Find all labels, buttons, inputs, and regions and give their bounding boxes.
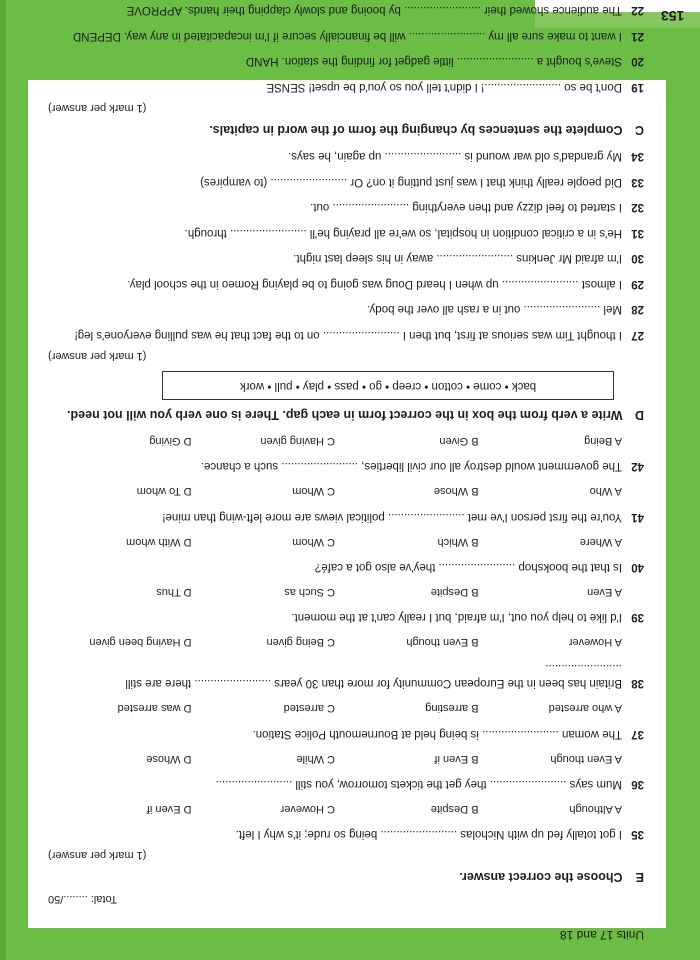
answer-options	[48, 433, 622, 448]
question-number: 28	[631, 303, 644, 316]
section-marks: (1 mark per answer)	[48, 849, 147, 862]
section-d-questions	[48, 148, 644, 342]
answer-option[interactable]: B arresting	[425, 702, 479, 715]
question-row	[48, 250, 644, 266]
section-title: Complete the sentences by changing the form of the word in capitals.	[209, 122, 623, 137]
question-text: You're the first person I've met ........................ political views are more left-wing than mine!	[162, 510, 622, 523]
answer-option[interactable]: A Being	[584, 434, 622, 447]
answer-options	[48, 534, 622, 549]
question-number: 21	[631, 29, 644, 42]
answer-options	[48, 483, 622, 498]
question-number: 41	[631, 510, 644, 523]
section-letter: D	[634, 408, 644, 423]
question-row	[48, 27, 644, 43]
section-e-heading	[48, 868, 644, 885]
answer-option[interactable]: C Being given	[266, 636, 335, 649]
question-text: Is that the bookshop ........................ they've also got a café?	[314, 561, 622, 574]
answer-option[interactable]: A Even	[587, 585, 622, 598]
question-text: The audience showed their ........................ by booing and slowly clapping their hands. APPROVE	[126, 4, 622, 17]
section-marks: (1 mark per answer)	[48, 349, 147, 362]
word-box: back • come • cotton • creep • go • pass • play • pull • work	[162, 371, 614, 401]
rotated-content-wrapper	[28, 4, 666, 928]
question-row	[48, 275, 644, 291]
question-number: 35	[631, 828, 644, 841]
question-row	[48, 199, 644, 215]
question-number: 36	[631, 778, 644, 791]
answer-options	[48, 584, 622, 599]
question-number: 29	[631, 277, 644, 290]
answer-option[interactable]: A Even though	[550, 752, 622, 765]
question-text: Mel ........................ out in a rash all over the body.	[367, 303, 622, 316]
answer-option[interactable]: A Although	[569, 802, 622, 815]
answer-option[interactable]: D Even if	[146, 802, 192, 815]
section-e-questions	[48, 433, 644, 841]
question-text: I started to feel dizzy and then everything ........................ out.	[310, 201, 622, 214]
question-row	[48, 78, 644, 94]
answer-option[interactable]: C arrested	[283, 702, 335, 715]
answer-option[interactable]: B Even if	[434, 752, 479, 765]
question-row	[48, 301, 644, 317]
section-title: Choose the correct answer.	[459, 870, 623, 885]
question-text: Britain has been in the European Community for more than 30 years ........................ there are still ........................	[125, 661, 622, 690]
question-text: I'd like to help you out, I'm afraid, but I really can't at the moment.	[291, 611, 622, 624]
answer-options	[48, 634, 622, 649]
question-number: 42	[631, 460, 644, 473]
question-text: Mum says ........................ they get the tickets tomorrow, you still ........................	[215, 778, 622, 791]
question-number: 20	[631, 55, 644, 68]
left-green-edge	[0, 0, 6, 960]
question-text: Don't be so ........................! I didn't tell you so you'd be upset! SENSE	[266, 80, 622, 93]
answer-option[interactable]: C Whom	[292, 535, 335, 548]
answer-option[interactable]: D was arrested	[117, 702, 192, 715]
answer-option[interactable]: B Whose	[433, 485, 479, 498]
question-row	[48, 458, 644, 474]
question-row	[48, 826, 644, 842]
question-row	[48, 173, 644, 189]
question-text: I want to make sure all my ........................ will be financially secure if I'm incapacitated in any way. DEPEND	[72, 29, 622, 42]
section-d-heading	[48, 406, 644, 423]
question-text: The government would destroy all our civil liberties, ........................ such a chance.	[200, 460, 622, 473]
answer-option[interactable]: D Giving	[149, 434, 192, 447]
answer-option[interactable]: D Whose	[146, 752, 192, 765]
question-row	[48, 148, 644, 164]
footer-units: Units 17 and 18	[560, 928, 645, 942]
question-row	[48, 776, 644, 792]
section-c-questions	[48, 0, 644, 94]
answer-options	[48, 801, 622, 816]
answer-options	[48, 751, 622, 766]
answer-option[interactable]: B Despite	[430, 802, 479, 815]
question-text: Steve's bought a ........................ little gadget for finding the station. HAND	[245, 55, 622, 68]
answer-option[interactable]: D With whom	[126, 535, 192, 548]
question-row	[48, 559, 644, 575]
answer-options	[48, 700, 622, 715]
question-row	[48, 53, 644, 69]
question-text: Did people really think that I was just putting it on? Or ........................ (to vampires)	[200, 175, 622, 188]
section-letter: E	[635, 870, 644, 885]
question-number: 19	[631, 80, 644, 93]
question-row	[48, 508, 644, 524]
answer-option[interactable]: C However	[280, 802, 335, 815]
answer-option[interactable]: D To whom	[136, 485, 192, 498]
section-letter: C	[634, 122, 644, 137]
section-c-heading	[48, 121, 644, 138]
question-row	[48, 326, 644, 342]
question-number: 37	[631, 727, 644, 740]
question-text: I'm afraid Mr Jenkins ........................ away in his sleep last night.	[293, 252, 622, 265]
question-text: I got totally fed up with Nicholas ........................ being so rude; it's why I left.	[235, 828, 622, 841]
answer-option[interactable]: D Having been given	[89, 636, 192, 649]
question-row	[48, 725, 644, 741]
section-title: Write a verb from the box in the correct form in each gap. There is one verb you will not need.	[67, 408, 623, 423]
question-number: 38	[631, 677, 644, 690]
question-number: 39	[631, 611, 644, 624]
question-number: 27	[631, 328, 644, 341]
answer-option[interactable]: B Despite	[430, 585, 479, 598]
question-number: 31	[631, 226, 644, 239]
worksheet-page	[28, 4, 666, 928]
page-number: 153	[660, 8, 684, 24]
question-number: 32	[631, 201, 644, 214]
answer-option[interactable]: C Such as	[284, 585, 335, 598]
total-score: Total: ......../50	[48, 893, 118, 905]
answer-option[interactable]: B Which	[437, 535, 479, 548]
answer-option[interactable]: C Whom	[292, 485, 335, 498]
question-number: 22	[631, 4, 644, 17]
answer-option[interactable]: D Thus	[156, 585, 192, 598]
answer-option[interactable]: C While	[296, 752, 335, 765]
answer-option[interactable]: A Who	[589, 485, 622, 498]
answer-option[interactable]: A However	[568, 636, 622, 649]
question-row	[48, 2, 644, 18]
answer-option[interactable]: A Where	[579, 535, 622, 548]
question-row	[48, 659, 644, 690]
answer-option[interactable]: A who arrested	[548, 702, 622, 715]
question-text: He's in a critical condition in hospital, so we're all praying he'll ........................ through.	[184, 226, 622, 239]
section-marks: (1 mark per answer)	[48, 101, 147, 114]
question-text: My grandad's old war wound is ........................ up again, he says.	[288, 150, 622, 163]
question-number: 30	[631, 252, 644, 265]
answer-option[interactable]: B Even though	[406, 636, 479, 649]
question-row	[48, 609, 644, 625]
question-text: I almost ........................ up when I heard Doug was going to be playing Romeo in the school play.	[127, 277, 622, 290]
answer-option[interactable]: C Having given	[260, 434, 335, 447]
question-number: 33	[631, 175, 644, 188]
question-text: The woman ........................ is being held at Bournemouth Police Station.	[252, 727, 622, 740]
worksheet-content	[48, 0, 644, 908]
answer-option[interactable]: B Given	[439, 434, 479, 447]
question-row	[48, 224, 644, 240]
question-number: 34	[631, 150, 644, 163]
question-number: 40	[631, 561, 644, 574]
question-text: I thought Tim was serious at first, but then I ........................ on to the fact that he was pulling everyone's leg!	[74, 328, 622, 341]
